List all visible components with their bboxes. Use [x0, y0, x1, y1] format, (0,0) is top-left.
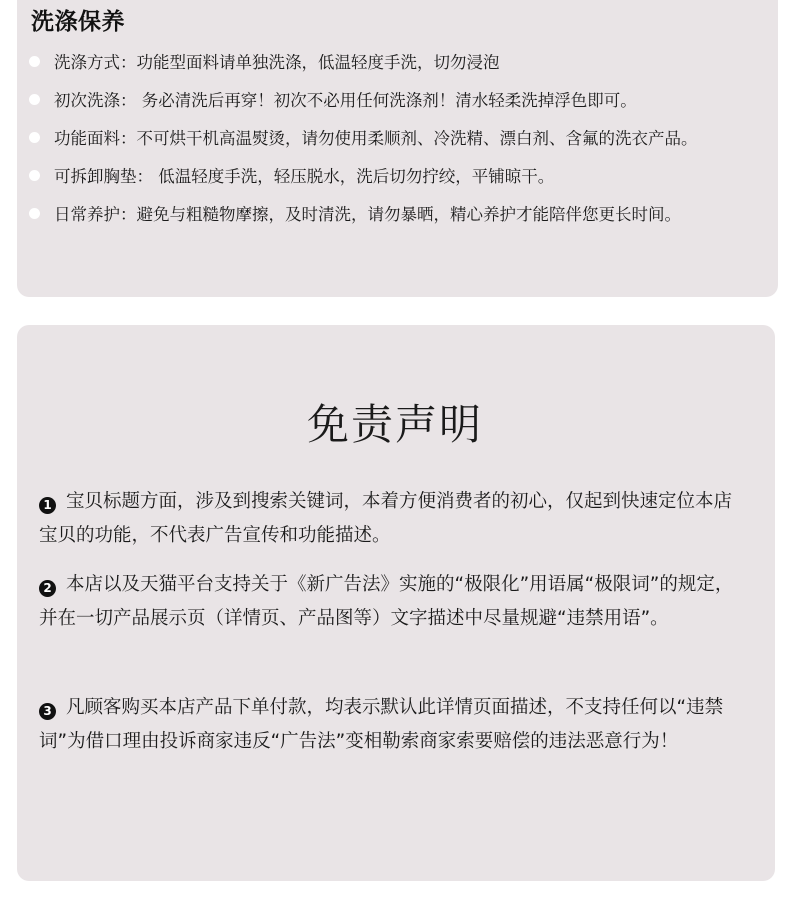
list-item: [29, 156, 774, 194]
bullet-dot-icon: [29, 132, 40, 143]
care-item-text: 功能面料：不可烘干机高温熨烫，请勿使用柔顺剂、冷洗精、漂白剂、含氟的洗衣产品。: [54, 129, 698, 148]
number-2-icon: 2: [39, 580, 56, 597]
bullet-dot-icon: [29, 56, 40, 67]
care-item-text: 初次洗涤： 务必清洗后再穿！初次不必用任何洗涤剂！清水轻柔洗掉浮色即可。: [54, 91, 637, 110]
disclaimer-text: 宝贝标题方面，涉及到搜索关键词，本着方便消费者的初心，仅起到快速定位本店宝贝的功能，不代表广告宣传和功能描述。: [39, 491, 733, 546]
number-3-icon: 3: [39, 703, 56, 720]
bullet-dot-icon: [29, 170, 40, 181]
disclaimer-paragraph-2: [39, 568, 739, 636]
care-list: [29, 42, 774, 232]
list-item: [29, 118, 774, 156]
care-title: 洗涤保养: [31, 9, 125, 35]
list-item: [29, 194, 774, 232]
disclaimer-paragraph-3: [39, 691, 739, 759]
list-item: [29, 42, 774, 80]
list-item: [29, 80, 774, 118]
care-item-text: 日常养护：避免与粗糙物摩擦，及时清洗，请勿暴晒，精心养护才能陪伴您更长时间。: [54, 205, 681, 224]
care-item-text: 可拆卸胸垫： 低温轻度手洗，轻压脱水，洗后切勿拧绞，平铺晾干。: [54, 167, 555, 186]
disclaimer-text: 凡顾客购买本店产品下单付款，均表示默认此详情页面描述，不支持任何以“违禁词”为借口理由投诉商家违反“广告法”变相勒索商家索要赔偿的违法恶意行为！: [39, 697, 724, 752]
disclaimer-title: 免责声明: [306, 400, 483, 449]
disclaimer-text: 本店以及天猫平台支持关于《新广告法》实施的“极限化”用语属“极限词”的规定，并在一切产品展示页（详情页、产品图等）文字描述中尽量规避“违禁用语”。: [39, 574, 734, 629]
bullet-dot-icon: [29, 208, 40, 219]
disclaimer-paragraph-1: [39, 485, 739, 553]
number-1-icon: 1: [39, 497, 56, 514]
bullet-dot-icon: [29, 94, 40, 105]
care-item-text: 洗涤方式：功能型面料请单独洗涤，低温轻度手洗，切勿浸泡: [54, 53, 500, 72]
